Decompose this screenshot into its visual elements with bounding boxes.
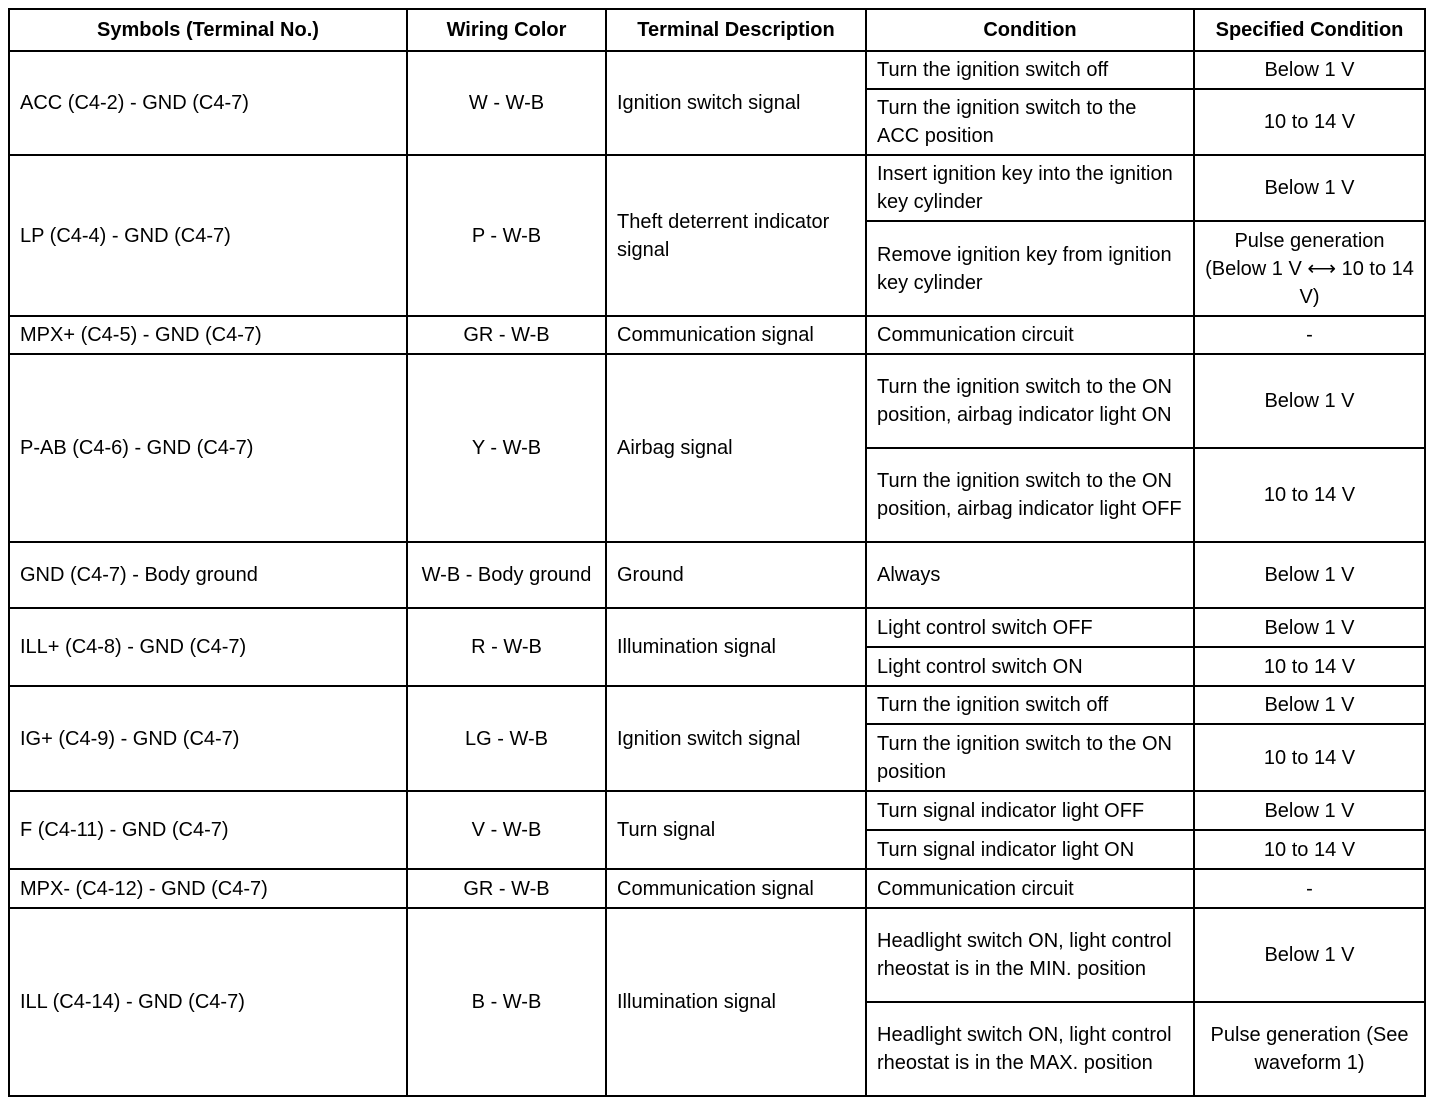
wiring-color-cell: B - W-B [407, 908, 606, 1096]
symbol-cell: ILL (C4-14) - GND (C4-7) [9, 908, 407, 1096]
symbol-cell: IG+ (C4-9) - GND (C4-7) [9, 686, 407, 791]
condition-cell: Turn signal indicator light OFF [866, 791, 1194, 830]
specified-condition-cell: Pulse generation (Below 1 V ⟷ 10 to 14 V) [1194, 221, 1425, 316]
wiring-color-cell: Y - W-B [407, 354, 606, 542]
specified-condition-cell: 10 to 14 V [1194, 724, 1425, 791]
specified-condition-cell: - [1194, 316, 1425, 354]
header-terminal-description: Terminal Description [606, 9, 866, 51]
condition-cell: Light control switch ON [866, 647, 1194, 686]
table-row [9, 869, 1425, 908]
condition-cell: Turn the ignition switch to the ACC position [866, 89, 1194, 155]
condition-cell: Turn the ignition switch off [866, 51, 1194, 89]
specified-condition-cell: Below 1 V [1194, 686, 1425, 724]
condition-cell: Headlight switch ON, light control rheostat is in the MAX. position [866, 1002, 1194, 1096]
wiring-color-cell: P - W-B [407, 155, 606, 316]
symbol-cell: LP (C4-4) - GND (C4-7) [9, 155, 407, 316]
specified-condition-cell: Below 1 V [1194, 908, 1425, 1002]
description-cell: Illumination signal [606, 608, 866, 686]
symbol-cell: MPX- (C4-12) - GND (C4-7) [9, 869, 407, 908]
specified-condition-cell: Below 1 V [1194, 354, 1425, 448]
header-wiring-color: Wiring Color [407, 9, 606, 51]
condition-cell: Communication circuit [866, 869, 1194, 908]
description-cell: Communication signal [606, 316, 866, 354]
condition-cell: Headlight switch ON, light control rheostat is in the MIN. position [866, 908, 1194, 1002]
condition-cell: Communication circuit [866, 316, 1194, 354]
specified-condition-cell: Below 1 V [1194, 791, 1425, 830]
condition-cell: Turn the ignition switch to the ON position, airbag indicator light OFF [866, 448, 1194, 542]
symbol-cell: ILL+ (C4-8) - GND (C4-7) [9, 608, 407, 686]
table-row [9, 608, 1425, 647]
wiring-color-cell: R - W-B [407, 608, 606, 686]
condition-cell: Turn the ignition switch to the ON position [866, 724, 1194, 791]
description-cell: Ignition switch signal [606, 51, 866, 155]
specified-condition-cell: Below 1 V [1194, 155, 1425, 221]
specified-condition-cell: Below 1 V [1194, 608, 1425, 647]
specified-condition-cell: - [1194, 869, 1425, 908]
header-specified-condition: Specified Condition [1194, 9, 1425, 51]
header-condition: Condition [866, 9, 1194, 51]
description-cell: Ground [606, 542, 866, 608]
header-symbols: Symbols (Terminal No.) [9, 9, 407, 51]
specified-condition-cell: 10 to 14 V [1194, 448, 1425, 542]
symbol-cell: P-AB (C4-6) - GND (C4-7) [9, 354, 407, 542]
symbol-cell: F (C4-11) - GND (C4-7) [9, 791, 407, 869]
description-cell: Illumination signal [606, 908, 866, 1096]
table-row [9, 908, 1425, 1002]
wiring-color-cell: GR - W-B [407, 869, 606, 908]
condition-cell: Remove ignition key from ignition key cylinder [866, 221, 1194, 316]
condition-cell: Turn signal indicator light ON [866, 830, 1194, 869]
specified-condition-cell: 10 to 14 V [1194, 830, 1425, 869]
terminal-table [8, 8, 1426, 1097]
description-cell: Ignition switch signal [606, 686, 866, 791]
table-row [9, 316, 1425, 354]
table-row [9, 155, 1425, 221]
wiring-color-cell: W-B - Body ground [407, 542, 606, 608]
description-cell: Airbag signal [606, 354, 866, 542]
wiring-color-cell: GR - W-B [407, 316, 606, 354]
description-cell: Communication signal [606, 869, 866, 908]
specified-condition-cell: Pulse generation (See waveform 1) [1194, 1002, 1425, 1096]
condition-cell: Turn the ignition switch to the ON position, airbag indicator light ON [866, 354, 1194, 448]
specified-condition-cell: Below 1 V [1194, 542, 1425, 608]
condition-cell: Light control switch OFF [866, 608, 1194, 647]
symbol-cell: GND (C4-7) - Body ground [9, 542, 407, 608]
condition-cell: Turn the ignition switch off [866, 686, 1194, 724]
table-row [9, 51, 1425, 89]
specified-condition-cell: Below 1 V [1194, 51, 1425, 89]
table-row [9, 542, 1425, 608]
header-row [9, 9, 1425, 51]
wiring-color-cell: LG - W-B [407, 686, 606, 791]
description-cell: Theft deterrent indicator signal [606, 155, 866, 316]
specified-condition-cell: 10 to 14 V [1194, 89, 1425, 155]
table-row [9, 354, 1425, 448]
table-row [9, 791, 1425, 830]
specified-condition-cell: 10 to 14 V [1194, 647, 1425, 686]
wiring-color-cell: W - W-B [407, 51, 606, 155]
table-row [9, 686, 1425, 724]
condition-cell: Insert ignition key into the ignition key cylinder [866, 155, 1194, 221]
symbol-cell: MPX+ (C4-5) - GND (C4-7) [9, 316, 407, 354]
description-cell: Turn signal [606, 791, 866, 869]
symbol-cell: ACC (C4-2) - GND (C4-7) [9, 51, 407, 155]
condition-cell: Always [866, 542, 1194, 608]
wiring-color-cell: V - W-B [407, 791, 606, 869]
